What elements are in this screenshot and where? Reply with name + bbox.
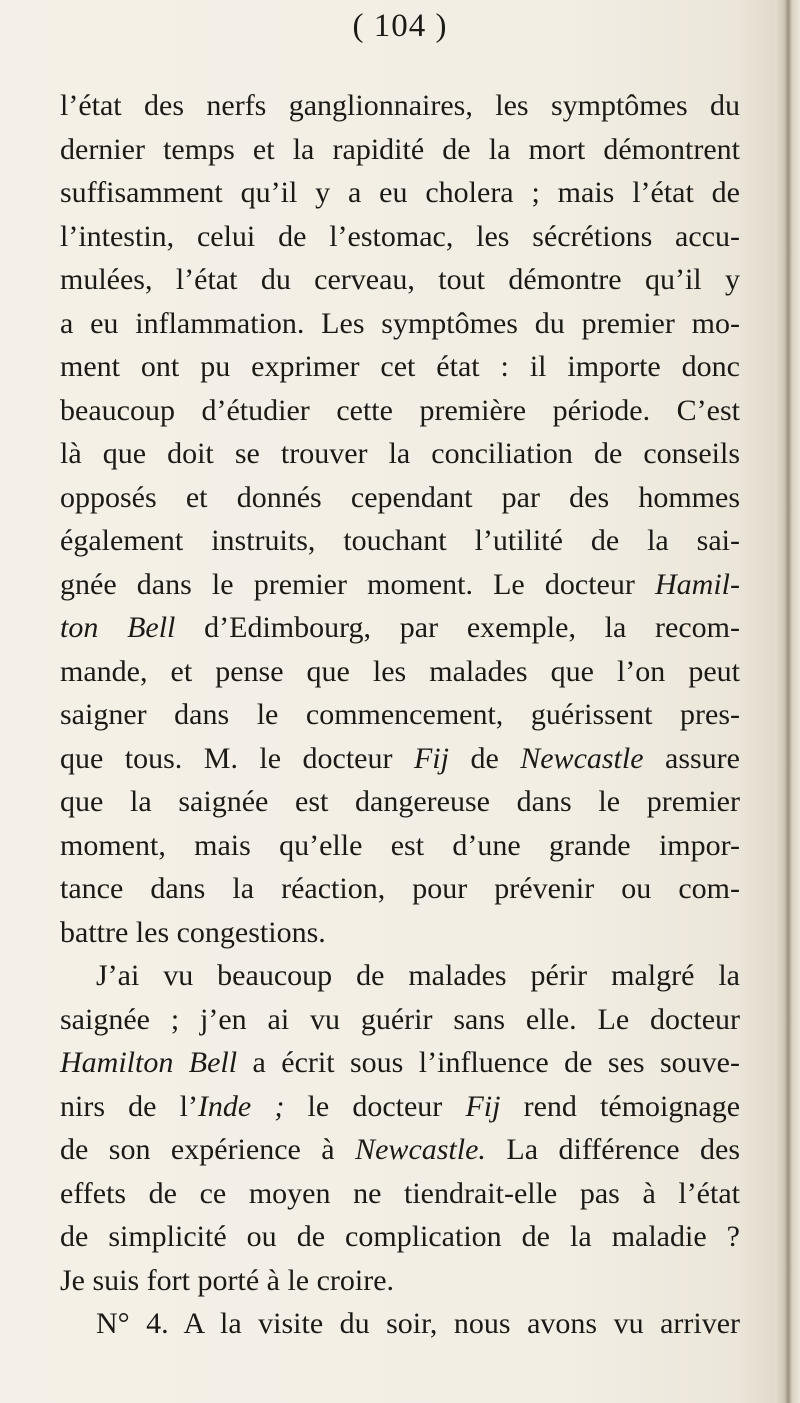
text-line: l’intestin, celui de l’estomac, les sécrétions accu- (60, 219, 740, 253)
text-line: a eu inflammation. Les symptômes du premier mo- (60, 306, 740, 340)
text-line: tance dans la réaction, pour prévenir ou com- (60, 872, 740, 905)
text-line: également instruits, touchant l’utilité de la sai- (60, 524, 740, 557)
text-line: que la saignée est dangereuse dans le premier (60, 785, 740, 818)
text-line: moment, mais qu’elle est d’une grande impor- (60, 828, 740, 862)
page-edge (774, 0, 800, 1403)
body-text (60, 84, 740, 1346)
text-line: de simplicité ou de complication de la maladie ? (60, 1220, 740, 1253)
text-line: N° 4. A la visite du soir, nous avons vu arriver (96, 1307, 740, 1340)
text-line: que tous. M. le docteur Fij de Newcastle assure (60, 741, 740, 775)
text-line: saignée ; j’en ai vu guérir sans elle. Le docteur (60, 1002, 740, 1036)
text-line: de son expérience à Newcastle. La différence des (60, 1133, 740, 1166)
text-line: mande, et pense que les malades que l’on peut (60, 654, 740, 688)
text-line: Je suis fort porté à le croire. (60, 1263, 395, 1297)
text-line: ton Bell d’Edimbourg, par exemple, la recom- (60, 611, 741, 644)
text-line: saigner dans le commencement, guérissent pres- (60, 698, 740, 731)
text-line: beaucoup d’étudier cette première période. C’est (60, 393, 740, 427)
text-line: Hamilton Bell a écrit sous l’influence de ses souve- (60, 1046, 740, 1079)
text-line: suffisamment qu’il y a eu cholera ; mais l’état de (60, 176, 740, 209)
text-line: là que doit se trouver la conciliation de conseils (60, 437, 740, 470)
text-line: dernier temps et la rapidité de la mort démontrent (60, 132, 740, 166)
text-line: J’ai vu beaucoup de malades périr malgré la (96, 959, 740, 992)
text-line: effets de ce moyen ne tiendrait-elle pas à l’état (60, 1176, 740, 1210)
text-line: gnée dans le premier moment. Le docteur Hamil- (60, 567, 740, 601)
text-line: nirs de l’Inde ; le docteur Fij rend témoignage (60, 1089, 741, 1123)
text-line: l’état des nerfs ganglionnaires, les symptômes du (60, 89, 740, 122)
text-line: mulées, l’état du cerveau, tout démontre qu’il y (60, 263, 740, 296)
text-line: ment ont pu exprimer cet état : il importe donc (60, 350, 740, 383)
page-number: ( 104 ) (352, 8, 448, 44)
text-line: battre les congestions. (60, 915, 326, 949)
text-line: opposés et donnés cependant par des hommes (60, 480, 740, 514)
